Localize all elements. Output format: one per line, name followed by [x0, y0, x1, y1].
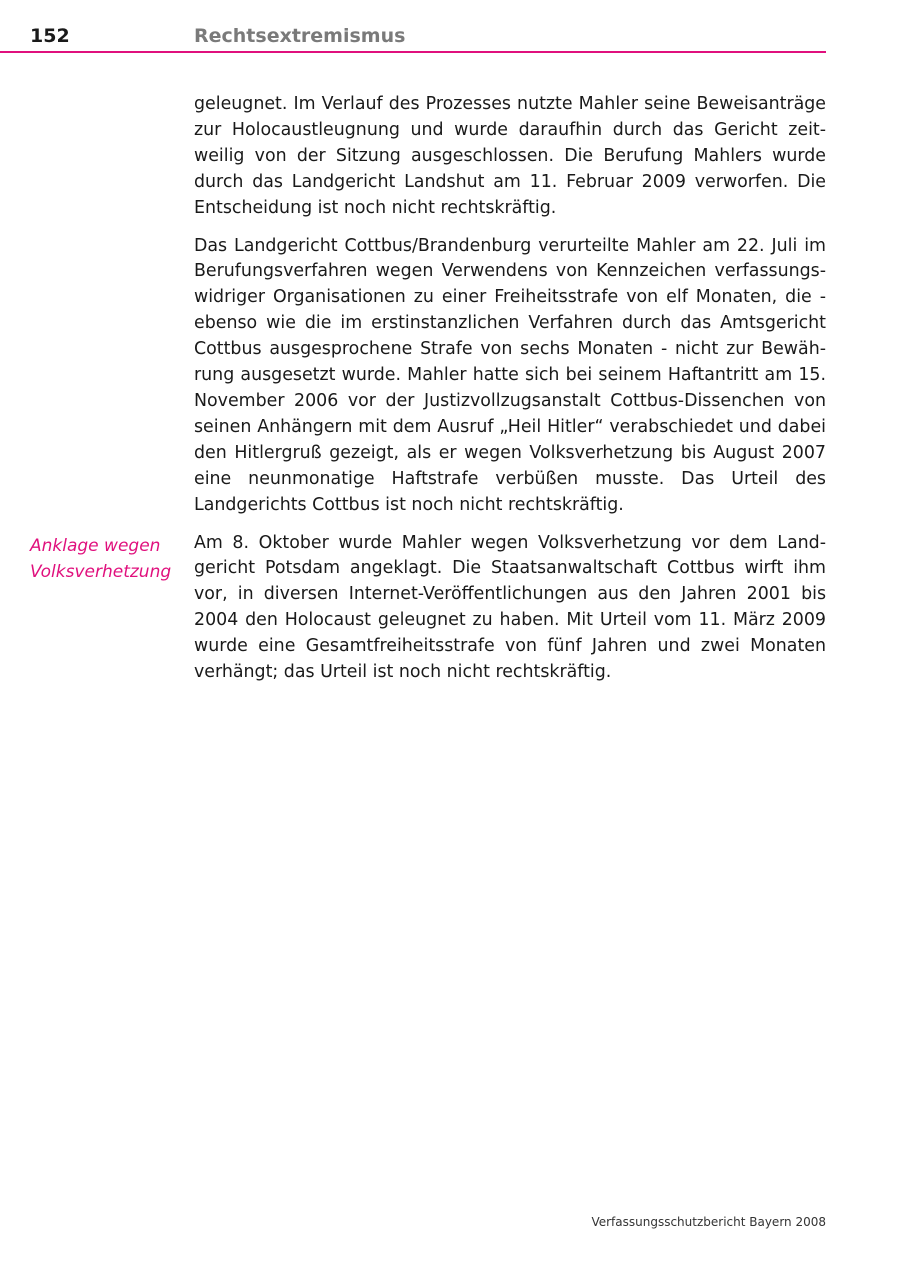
- margin-note-line-2: Volksverhetzung: [30, 561, 172, 582]
- main-text-column: [194, 92, 826, 686]
- page-header: [0, 0, 826, 52]
- page-number: 152: [30, 25, 70, 47]
- header-rule: [0, 51, 826, 53]
- margin-note-line-1: Anklage wegen: [30, 536, 161, 556]
- margin-note: [30, 534, 180, 586]
- paragraph-2: Das Landgericht Cottbus/Brandenburg verurteilte Mahler am 22. Juli im Berufungsverfahren wegen Verwendens von Kennzeichen verfassungswidriger Organisationen zu einer Freiheitsstrafe von elf Monaten, die - ebenso wie die im erstinstanzlichen Verfahren durch das Amtsgericht Cottbus ausgesprochene Strafe von sechs Monaten - nicht zur Bewährung ausgesetzt wurde. Mahler hatte sich bei seinem Haftantritt am 15. November 2006 vor der Justizvollzugsanstalt Cottbus-Dissenchen von seinen Anhängern mit dem Ausruf „Heil Hitler“ verabschiedet und dabei den Hitlergruß gezeigt, als er wegen Volksverhetzung bis August 2007 eine neunmonatige Haftstrafe verbüßen musste. Das Urteil des Landgerichts Cottbus ist noch nicht rechtskräftig.: [194, 235, 826, 515]
- running-head: Rechtsextremismus: [194, 25, 406, 47]
- paragraph-3: Am 8. Oktober wurde Mahler wegen Volksverhetzung vor dem Landgericht Potsdam angeklagt. Die Staatsanwaltschaft Cottbus wirft ihm vor, in diversen Internet-Veröffentlichungen aus den Jahren 2001 bis 2004 den Holocaust geleugnet zu haben. Mit Urteil vom 11. März 2009 wurde eine Gesamtfreiheitsstrafe von fünf Jahren und zwei Monaten verhängt; das Urteil ist noch nicht rechtskräftig.: [194, 532, 826, 683]
- paragraph-1: geleugnet. Im Verlauf des Prozesses nutzte Mahler seine Beweisanträge zur Holocaustleugnung und wurde daraufhin durch das Gericht zeitweilig von der Sitzung ausgeschlossen. Die Berufung Mahlers wurde durch das Landgericht Landshut am 11. Februar 2009 verworfen. Die Entscheidung ist noch nicht rechtskräftig.: [194, 94, 826, 218]
- page-footer: Verfassungsschutzbericht Bayern 2008: [591, 1215, 826, 1229]
